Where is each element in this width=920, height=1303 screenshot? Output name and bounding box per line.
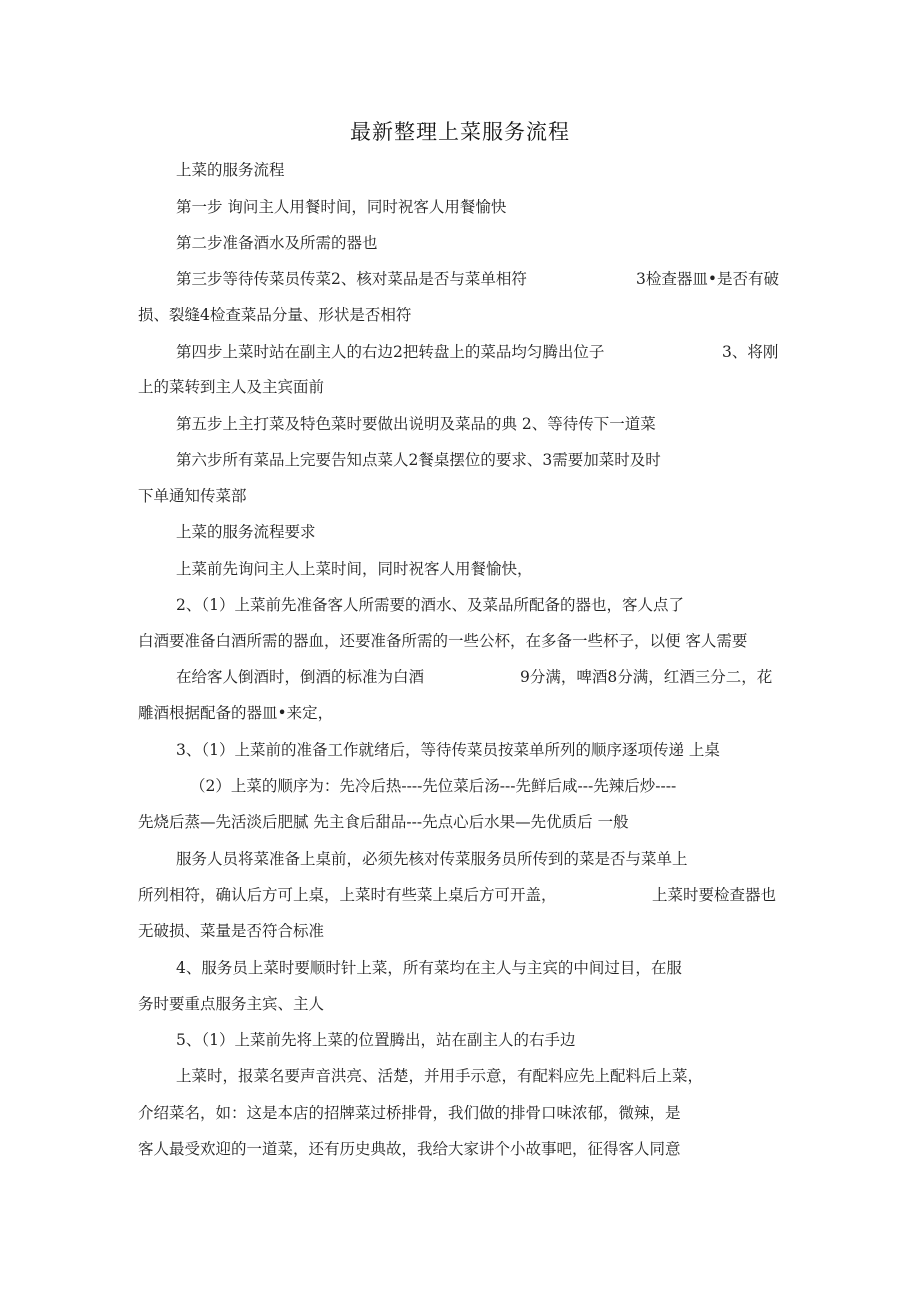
text-line: 务时要重点服务主宾、主人	[138, 995, 325, 1013]
text-line: 9分满，啤酒8分满，红酒三分二，花	[520, 668, 773, 686]
text-line: 第一步 询问主人用餐时间，同时祝客人用餐愉快	[176, 198, 507, 216]
text-line: 雕酒根据配备的器皿•来定，	[138, 704, 334, 722]
text-line: 上菜时，报菜名要声音洪亮、活楚，并用手示意，有配料应先上配料后上菜，	[176, 1067, 704, 1085]
text-line: 上菜的服务流程要求	[176, 523, 316, 541]
text-line: 在给客人倒酒时，倒酒的标准为白酒	[176, 668, 425, 686]
text-line: 5、（1）上菜前先将上菜的位置腾出，站在副主人的右手边	[176, 1031, 576, 1049]
text-line: 上菜时要检查器也	[652, 886, 777, 904]
text-line: 无破损、菜量是否符合标准	[138, 922, 325, 940]
text-line: 3、将刚	[722, 343, 779, 361]
text-line: 第二步准备酒水及所需的器也	[176, 234, 378, 252]
text-line: 白酒要准备白酒所需的器血，还要准备所需的一些公杯，在多备一些杯子，以便 客人需要	[138, 632, 748, 650]
text-line: 3、（1）上菜前的准备工作就绪后，等待传菜员按菜单所列的顺序逐项传递 上桌	[176, 741, 720, 759]
text-line: 先烧后蒸—先活淡后肥腻 先主食后甜品---先点心后水果—先优质后 一般	[138, 813, 629, 831]
text-line: 上菜的服务流程	[176, 161, 285, 179]
text-line: 客人最受欢迎的一道菜，还有历史典故，我给大家讲个小故事吧，征得客人同意	[138, 1140, 681, 1158]
text-line: 4、服务员上菜时要顺时针上菜，所有菜均在主人与主宾的中间过目，在服	[176, 959, 682, 977]
text-line: 第三步等待传菜员传菜2、核对菜品是否与菜单相符	[176, 270, 527, 288]
text-line: 上菜前先询问主人上菜时间，同时祝客人用餐愉快，	[176, 560, 533, 578]
text-line: 3检查器皿•是否有破	[636, 270, 780, 288]
text-line: 第四步上菜时站在副主人的右边2把转盘上的菜品均匀腾出位子	[176, 343, 605, 361]
text-line: 第五步上主打菜及特色菜时要做出说明及菜品的典 2、等待传下一道菜	[176, 415, 656, 433]
page-title: 最新整理上菜服务流程	[350, 120, 570, 144]
text-line: 介绍菜名，如：这是本店的招牌菜过桥排骨，我们做的排骨口味浓郁，微辣，是	[138, 1104, 681, 1122]
text-line: 所列相符，确认后方可上桌，上菜时有些菜上桌后方可开盖，	[138, 886, 557, 904]
text-line: 第六步所有菜品上完要告知点菜人2餐桌摆位的要求、3需要加菜时及时	[176, 451, 661, 469]
text-line: 下单通知传菜部	[138, 487, 247, 505]
text-line: （2）上菜的顺序为：先冷后热----先位菜后汤---先鲜后咸---先辣后炒----	[190, 777, 677, 795]
text-line: 服务人员将菜准备上桌前，必须先核对传菜服务员所传到的菜是否与菜单上	[176, 850, 688, 868]
text-line: 上的菜转到主人及主宾面前	[138, 378, 325, 396]
text-line: 2、（1）上菜前先准备客人所需要的酒水、及菜品所配备的器也，客人点了	[176, 596, 684, 614]
text-line: 损、裂缝4检查菜品分量、形状是否相符	[138, 306, 412, 324]
